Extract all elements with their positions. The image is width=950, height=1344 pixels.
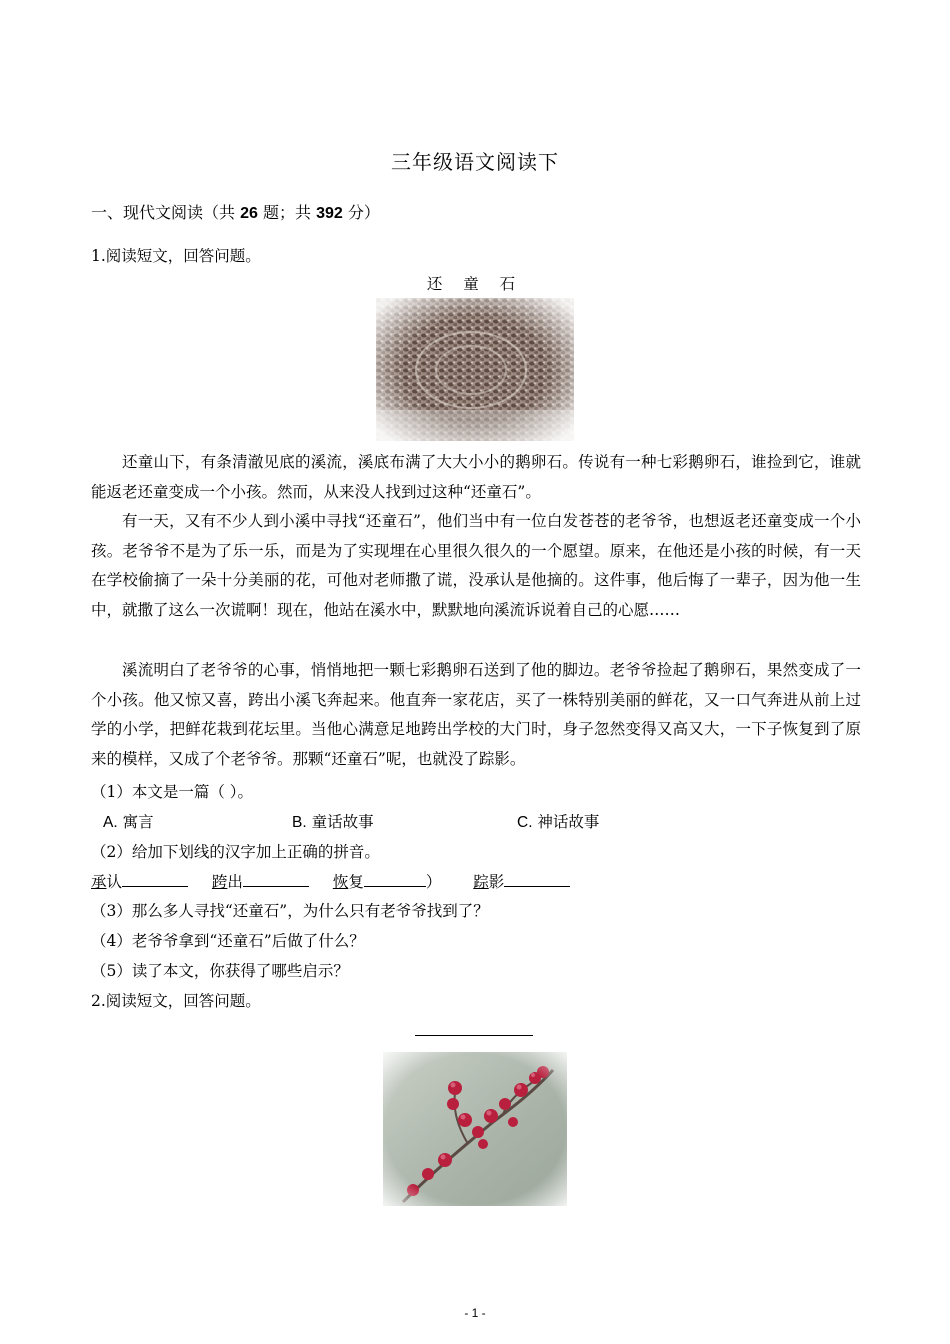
section-heading (91, 200, 380, 223)
story-title: 还 童 石 (426, 275, 524, 293)
question-count: 26 (240, 205, 258, 222)
pinyin-word-2-rest: 出 (227, 873, 243, 891)
total-score: 392 (316, 205, 343, 222)
q1-sub2: （2）给加下划线的汉字加上正确的拼音。 (91, 843, 380, 861)
pinyin-char-2: 跨 (211, 873, 228, 891)
q1-intro: 1.阅读短文，回答问题。 (91, 247, 261, 265)
pinyin-char-4: 踪 (473, 873, 489, 891)
pinyin-char-1: 承 (91, 873, 107, 891)
option-b-letter: B. (292, 814, 307, 831)
pinyin-char-3: 恢 (332, 873, 349, 891)
q1-sub1: （1）本文是一篇（ ）。 (91, 783, 254, 801)
option-b-text: 童话故事 (306, 813, 374, 831)
plum-blossom-illustration (383, 1052, 567, 1206)
story-paragraph-3: 溪流明白了老爷爷的心事，悄悄地把一颗七彩鹅卵石送到了他的脚边。老爷爷捡起了鹅卵石，果然变成了一个小孩。他又惊又喜，跨出小溪飞奔起来。他直奔一家花店，买了一株特别美丽的鲜花，又一口气奔进从前上过学的小学，把鲜花栽到花坛里。当他心满意足地跨出学校的大门时，身子忽然变得又高又大，一下子恢复到了原来的模样，又成了个老爷爷。那颗“还童石”呢，也就没了踪影。 (91, 661, 861, 769)
story-paragraph-1: 还童山下，有条清澈见底的溪流，溪底布满了大大小小的鹅卵石。传说有一种七彩鹅卵石，谁捡到它，谁就能返老还童变成一个小孩。然而，从来没人找到过这种“还童石”。 (91, 453, 861, 501)
option-a-text: 寓言 (117, 813, 154, 831)
option-a[interactable] (103, 810, 154, 832)
option-b[interactable] (292, 810, 374, 832)
section-suffix: 分） (342, 203, 380, 222)
q1-sub3: （3）那么多人寻找“还童石”，为什么只有老爷爷找到了？ (91, 902, 489, 920)
section-mid: 题；共 (257, 203, 317, 222)
option-c[interactable] (517, 810, 599, 832)
pebbles-illustration (376, 298, 574, 441)
story-paragraph-2: 有一天，又有不少人到小溪中寻找“还童石”，他们当中有一位白发苍苍的老爷爷，也想返老还童变成一个小孩。老爷爷不是为了乐一乐，而是为了实现埋在心里很久很久的一个愿望。原来，在他还是小孩的时候，有一天在学校偷摘了一朵十分美丽的花，可他对老师撒了谎，没承认是他摘的。这件事，他后悔了一辈子，因为他一生中，就撒了这么一次谎啊！现在，他站在溪水中，默默地向溪流诉说着自己的心愿…… (91, 512, 861, 620)
page-number: - 1 - (464, 1306, 486, 1320)
q1-sub4: （4）老爷爷拿到“还童石”后做了什么？ (91, 932, 365, 950)
pinyin-blank-4[interactable] (504, 870, 570, 887)
pinyin-word-3-rest: 复 (348, 873, 364, 891)
q2-intro: 2.阅读短文，回答问题。 (91, 992, 261, 1010)
option-c-text: 神话故事 (532, 813, 600, 831)
pinyin-paren: ） (425, 873, 442, 891)
option-a-letter: A. (103, 814, 118, 831)
document-title: 三年级语文阅读下 (391, 150, 559, 174)
option-c-letter: C. (517, 814, 533, 831)
pinyin-blank-3[interactable] (364, 870, 426, 887)
pinyin-blank-1[interactable] (122, 870, 188, 887)
pinyin-word-4-rest: 影 (488, 873, 505, 891)
blossom-image (383, 1052, 567, 1206)
pinyin-blank-2[interactable] (243, 870, 309, 887)
pinyin-row (91, 870, 570, 892)
story2-title-blank[interactable] (415, 1035, 533, 1036)
pebbles-image (376, 298, 574, 441)
pinyin-word-1-rest: 认 (106, 873, 123, 891)
q1-sub5: （5）读了本文，你获得了哪些启示？ (91, 962, 349, 980)
section-prefix: 一、现代文阅读（共 (91, 203, 241, 222)
